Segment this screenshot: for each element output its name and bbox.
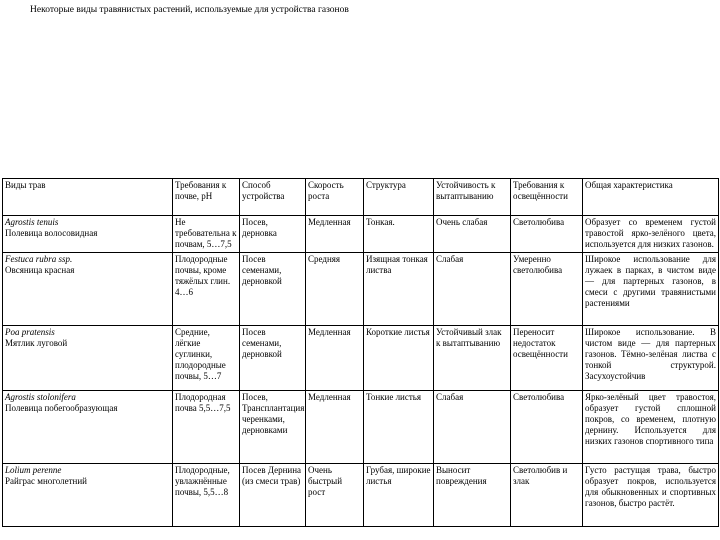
resistance-cell: Устойчивый злак к вытаптыванию: [434, 326, 511, 391]
growth-cell: Медленная: [306, 391, 364, 464]
description-cell: Ярко-зелёный цвет травостоя, образует густой сплошной покров, со временем, плотную дернину. Используется для низких газонов спортивного типа: [583, 391, 719, 464]
soil-cell: Плодородная почва 5,5…7,5: [173, 391, 240, 464]
latin-name: Lolium perenne: [5, 465, 62, 475]
soil-cell: Плодородные почвы, кроме тяжёлых глин. 4…6: [173, 253, 240, 326]
structure-cell: Тонкие листья: [364, 391, 434, 464]
light-cell: Светолюбива: [511, 391, 583, 464]
soil-cell: Плодородные, увлажнённые почвы, 5,5…8: [173, 464, 240, 527]
latin-name: Agrostis tenuis: [5, 217, 59, 227]
russian-name: Мятлик луговой: [5, 338, 68, 348]
structure-cell: Грубая, широкие листья: [364, 464, 434, 527]
light-cell: Светолюбива: [511, 216, 583, 253]
table-row: [3, 216, 719, 253]
resistance-cell: Слабая: [434, 391, 511, 464]
growth-cell: Медленная: [306, 216, 364, 253]
growth-cell: Очень быстрый рост: [306, 464, 364, 527]
light-cell: Переносит недостаток освещённости: [511, 326, 583, 391]
header-method: Способ устройства: [240, 179, 306, 216]
description-cell: Широкое использование для лужаек в парках, в чистом виде — для партерных газонов, в смеси с другими травянистыми растениями: [583, 253, 719, 326]
description-cell: Широкое использование. В чистом виде — для партерных газонов. Тёмно-зелёная листва с тонкой структурой. Засухоустойчив: [583, 326, 719, 391]
russian-name: Полевица волосовидная: [5, 228, 98, 238]
method-cell: Посев, Трансплантация черенками, дерновками: [240, 391, 306, 464]
russian-name: Райграс многолетний: [5, 476, 87, 486]
method-cell: Посев семенами, дерновкой: [240, 326, 306, 391]
table-header-row: [3, 179, 719, 216]
species-cell: [3, 391, 173, 464]
table-row: [3, 464, 719, 527]
resistance-cell: Выносит повреждения: [434, 464, 511, 527]
structure-cell: Тонкая.: [364, 216, 434, 253]
table-row: [3, 326, 719, 391]
document-title: Некоторые виды травянистых растений, используемые для устройства газонов: [30, 5, 349, 15]
grass-species-table: [2, 178, 719, 527]
header-growth: Скорость роста: [306, 179, 364, 216]
species-cell: [3, 464, 173, 527]
structure-cell: Короткие листья: [364, 326, 434, 391]
russian-name: Овсяница красная: [5, 265, 75, 275]
latin-name: Agrostis stolonifera: [5, 392, 76, 402]
species-cell: [3, 253, 173, 326]
structure-cell: Изящная тонкая листва: [364, 253, 434, 326]
description-cell: Густо растущая трава, быстро образует покров, используется для обыкновенных и спортивных газонов, быстро растёт.: [583, 464, 719, 527]
table-row: [3, 253, 719, 326]
method-cell: Посев, дерновка: [240, 216, 306, 253]
header-structure: Структура: [364, 179, 434, 216]
soil-cell: Не требовательна к почвам, 5…7,5: [173, 216, 240, 253]
growth-cell: Медленная: [306, 326, 364, 391]
species-cell: [3, 326, 173, 391]
resistance-cell: Слабая: [434, 253, 511, 326]
description-cell: Образует со временем густой травостой ярко-зелёного цвета, используется для низких газонов.: [583, 216, 719, 253]
header-description: Общая характеристика: [583, 179, 719, 216]
growth-cell: Средняя: [306, 253, 364, 326]
latin-name: Poa pratensis: [5, 327, 55, 337]
russian-name: Полевица побегообразующая: [5, 403, 118, 413]
light-cell: Светолюбив и злак: [511, 464, 583, 527]
header-soil: Требования к почве, pH: [173, 179, 240, 216]
species-cell: [3, 216, 173, 253]
method-cell: Посев семенами, дерновкой: [240, 253, 306, 326]
header-resistance: Устойчивость к вытаптыванию: [434, 179, 511, 216]
light-cell: Умеренно светолюбива: [511, 253, 583, 326]
header-species: Виды трав: [3, 179, 173, 216]
method-cell: Посев Дернина (из смеси трав): [240, 464, 306, 527]
header-light: Требования к освещённости: [511, 179, 583, 216]
latin-name: Festuca rubra ssp.: [5, 254, 73, 264]
table-row: [3, 391, 719, 464]
soil-cell: Средние, лёгкие суглинки, плодородные почвы, 5…7: [173, 326, 240, 391]
resistance-cell: Очень слабая: [434, 216, 511, 253]
